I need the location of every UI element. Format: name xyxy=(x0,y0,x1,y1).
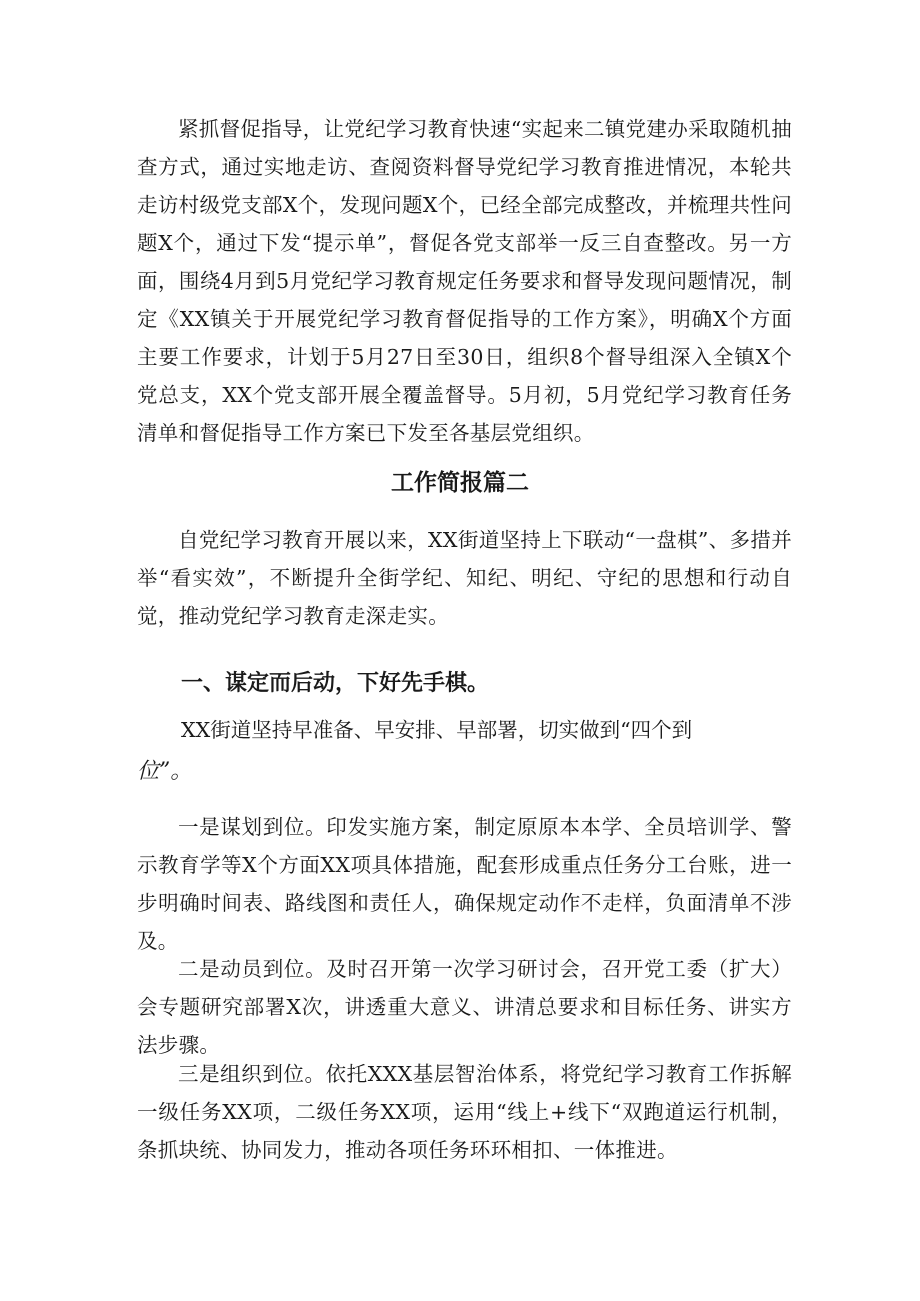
paragraph-organization: 三是组织到位。依托XXX基层智治体系，将党纪学习教育工作拆解一级任务XX项，二级任务XX项，运用“线上+线下“双跑道运行机制，条抓块统、协同发力，推动各项任务环环相扣、一体推进。 xyxy=(137,1062,792,1162)
section-heading-1: 一、谋定而后动，下好先手棋。 xyxy=(181,671,490,696)
paragraph-supervision: 紧抓督促指导，让党纪学习教育快速“实起来二镇党建办采取随机抽查方式，通过实地走访、查阅资料督导党纪学习教育推进情况，本轮共走访村级党支部X个，发现问题X个，已经全部完成整改，并梳理共性问题X个，通过下发“提示单”，督促各党支部举一反三自查整改。另一方面，围绕4月到5月党纪学习教育规定任务要求和督导发现问题情况，制定《XX镇关于开展党纪学习教育督促指导的工作方案》，明确X个方面主要工作要求，计划于5月27日至30日，组织8个督导组深入全镇X个党总支，XX个党支部开展全覆盖督导。5月初，5月党纪学习教育任务清单和督促指导工作方案已下发至各基层党组织。 xyxy=(137,117,792,445)
paragraph-four-in-place-line1: XX街道坚持早准备、早安排、早部署，切实做到“四个到 xyxy=(181,718,693,742)
paragraph-intro: 自党纪学习教育开展以来，XX街道坚持上下联动“一盘棋”、多措并举“看实效”，不断提升全街学纪、知纪、明纪、守纪的思想和行动自觉，推动党纪学习教育走深走实。 xyxy=(137,528,792,628)
paragraph-planning: 一是谋划到位。印发实施方案，制定原原本本学、全员培训学、警示教育学等X个方面XX项具体措施，配套形成重点任务分工台账，进一步明确时间表、路线图和责任人，确保规定动作不走样，负面清单不涉及。 xyxy=(137,815,792,953)
paragraph-mobilization: 二是动员到位。及时召开第一次学习研讨会，召开党工委（扩大）会专题研究部署X次，讲透重大意义、讲清总要求和目标任务、讲实方法步骤。 xyxy=(137,957,792,1057)
section-title: 工作简报篇二 xyxy=(391,470,529,496)
paragraph-four-in-place-line2: 位”。 xyxy=(137,759,193,784)
